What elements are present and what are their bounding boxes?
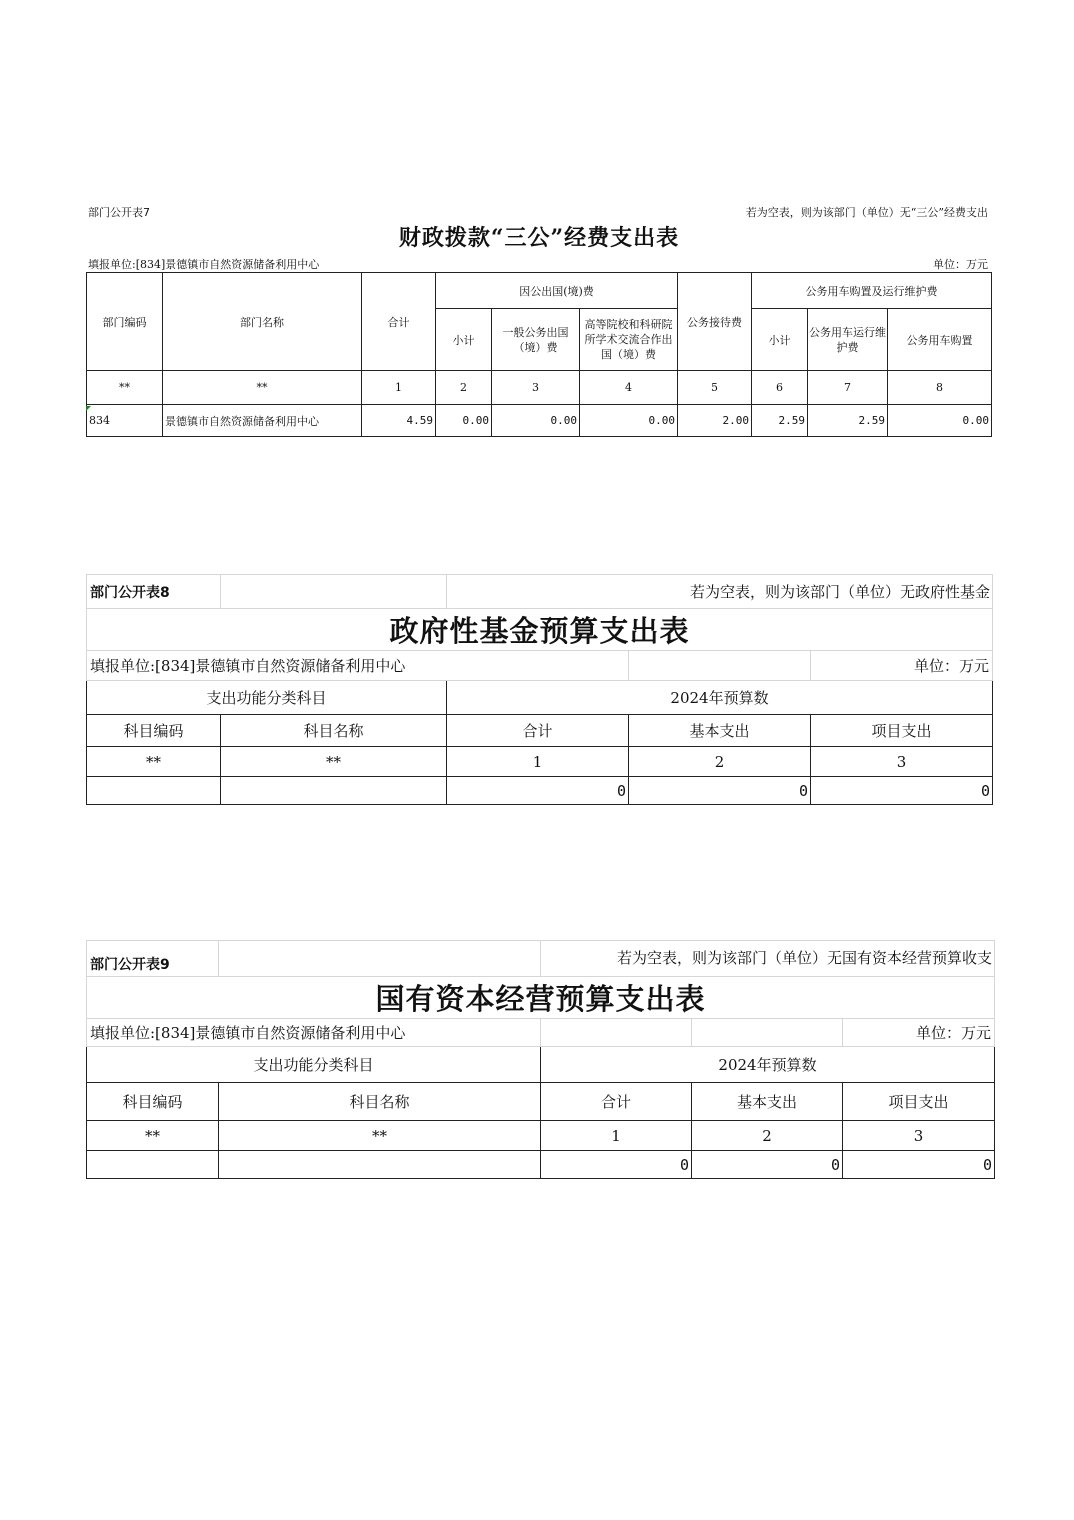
t7-table: [86, 272, 992, 437]
t7-form-number: 部门公开表7: [88, 206, 150, 219]
t8-index-row: [87, 747, 993, 777]
t8-data-row: [87, 777, 993, 805]
t9-empty-cell: [692, 1019, 843, 1047]
t8-form-number: 部门公开表8: [87, 575, 221, 609]
t7-header-dept-code: 部门编码: [87, 273, 163, 371]
t9-header-budget-2024: 2024年预算数: [541, 1047, 995, 1083]
t7-index-cell: 8: [888, 371, 992, 405]
t7-index-cell: 2: [436, 371, 492, 405]
t8-col-total: 合计: [447, 715, 629, 747]
t7-index-cell: 6: [752, 371, 808, 405]
t7-index-row: [87, 371, 992, 405]
t9-col-basic: 基本支出: [692, 1083, 843, 1121]
t9-empty-cell: [541, 1019, 692, 1047]
t7-header-vehicle: 公务用车购置及运行维护费: [752, 273, 992, 309]
t9-title: 国有资本经营预算支出表: [87, 977, 995, 1019]
t7-index-cell: 1: [362, 371, 436, 405]
t7-abroad-general-cell: 0.00: [492, 405, 580, 437]
t7-empty-note: 若为空表，则为该部门（单位）无“三公”经费支出: [745, 206, 988, 219]
t8-unit: 单位：万元: [811, 651, 993, 681]
t7-vehicle-maintain-cell: 2.59: [808, 405, 888, 437]
state-capital-expense-section: [86, 940, 994, 1179]
t8-col-project: 项目支出: [811, 715, 993, 747]
t7-header-abroad-subtotal: 小计: [436, 309, 492, 371]
t7-unit-row: [86, 254, 992, 272]
t7-data-row: [87, 405, 992, 437]
t9-total-cell: 0: [541, 1151, 692, 1179]
t9-col-project: 项目支出: [843, 1083, 995, 1121]
t8-header-budget-2024: 2024年预算数: [447, 681, 993, 715]
t9-data-cell: [219, 1151, 541, 1179]
t7-abroad-subtotal-cell: 0.00: [436, 405, 492, 437]
t7-total-cell: 4.59: [362, 405, 436, 437]
t8-title: 政府性基金预算支出表: [87, 609, 993, 651]
t8-index-cell: 1: [447, 747, 629, 777]
t8-index-cell: **: [221, 747, 447, 777]
t8-table: [86, 574, 993, 805]
t8-empty-note: 若为空表，则为该部门（单位）无政府性基金: [447, 575, 993, 609]
t8-header-function-class: 支出功能分类科目: [87, 681, 447, 715]
t9-index-row: [87, 1121, 995, 1151]
t7-reception-cell: 2.00: [678, 405, 752, 437]
t9-empty-note: 若为空表，则为该部门（单位）无国有资本经营预算收支: [541, 941, 995, 977]
t7-top-row: [86, 196, 992, 222]
t8-data-cell: [221, 777, 447, 805]
t9-index-cell: **: [87, 1121, 219, 1151]
t8-index-cell: 3: [811, 747, 993, 777]
t8-col-subject-name: 科目名称: [221, 715, 447, 747]
t7-dept-code-cell: 834: [87, 405, 163, 437]
t9-index-cell: 3: [843, 1121, 995, 1151]
t9-basic-cell: 0: [692, 1151, 843, 1179]
t9-index-cell: 2: [692, 1121, 843, 1151]
t9-col-total: 合计: [541, 1083, 692, 1121]
t8-col-subject-code: 科目编码: [87, 715, 221, 747]
t8-col-basic: 基本支出: [629, 715, 811, 747]
t7-abroad-academic-cell: 0.00: [580, 405, 678, 437]
t9-index-cell: **: [219, 1121, 541, 1151]
t7-index-cell: 7: [808, 371, 888, 405]
t9-table: [86, 940, 995, 1179]
t7-fill-unit: 填报单位:[834]景德镇市自然资源储备利用中心: [88, 258, 320, 271]
t7-header-abroad-general: 一般公务出国（境）费: [492, 309, 580, 371]
t9-index-cell: 1: [541, 1121, 692, 1151]
t8-index-cell: 2: [629, 747, 811, 777]
t9-fill-unit: 填报单位:[834]景德镇市自然资源储备利用中心: [87, 1019, 541, 1047]
gov-fund-expense-section: [86, 574, 992, 805]
t7-header-reception: 公务接待费: [678, 273, 752, 371]
t7-header-vehicle-subtotal: 小计: [752, 309, 808, 371]
t9-project-cell: 0: [843, 1151, 995, 1179]
t7-header-dept-name: 部门名称: [163, 273, 362, 371]
t9-header-function-class: 支出功能分类科目: [87, 1047, 541, 1083]
t7-vehicle-purchase-cell: 0.00: [888, 405, 992, 437]
t8-basic-cell: 0: [629, 777, 811, 805]
t7-index-cell: 4: [580, 371, 678, 405]
t7-index-cell: 5: [678, 371, 752, 405]
t8-data-cell: [87, 777, 221, 805]
t7-index-cell: **: [163, 371, 362, 405]
t7-header-abroad: 因公出国(境)费: [436, 273, 678, 309]
t9-data-cell: [87, 1151, 219, 1179]
t7-header-total: 合计: [362, 273, 436, 371]
t7-title: 财政拨款“三公”经费支出表: [398, 225, 680, 251]
t8-empty-cell: [629, 651, 811, 681]
t7-vehicle-subtotal-cell: 2.59: [752, 405, 808, 437]
t9-data-row: [87, 1151, 995, 1179]
t7-dept-name-cell: 景德镇市自然资源储备利用中心: [163, 405, 362, 437]
t9-unit: 单位：万元: [843, 1019, 995, 1047]
t9-form-number: 部门公开表9: [87, 941, 219, 977]
t8-index-cell: **: [87, 747, 221, 777]
t9-col-subject-name: 科目名称: [219, 1083, 541, 1121]
t7-unit: 单位：万元: [933, 258, 988, 271]
cell-comment-marker: [86, 406, 91, 411]
t8-empty-cell: [221, 575, 447, 609]
t8-fill-unit: 填报单位:[834]景德镇市自然资源储备利用中心: [87, 651, 629, 681]
t7-header-abroad-academic: 高等院校和科研院所学术交流合作出国（境）费: [580, 309, 678, 371]
t7-index-cell: 3: [492, 371, 580, 405]
t9-col-subject-code: 科目编码: [87, 1083, 219, 1121]
t7-header-vehicle-purchase: 公务用车购置: [888, 309, 992, 371]
three-public-expense-section: [86, 196, 992, 437]
t7-index-cell: **: [87, 371, 163, 405]
t8-project-cell: 0: [811, 777, 993, 805]
t7-header-vehicle-maintain: 公务用车运行维护费: [808, 309, 888, 371]
t8-total-cell: 0: [447, 777, 629, 805]
t9-empty-cell: [219, 941, 541, 977]
